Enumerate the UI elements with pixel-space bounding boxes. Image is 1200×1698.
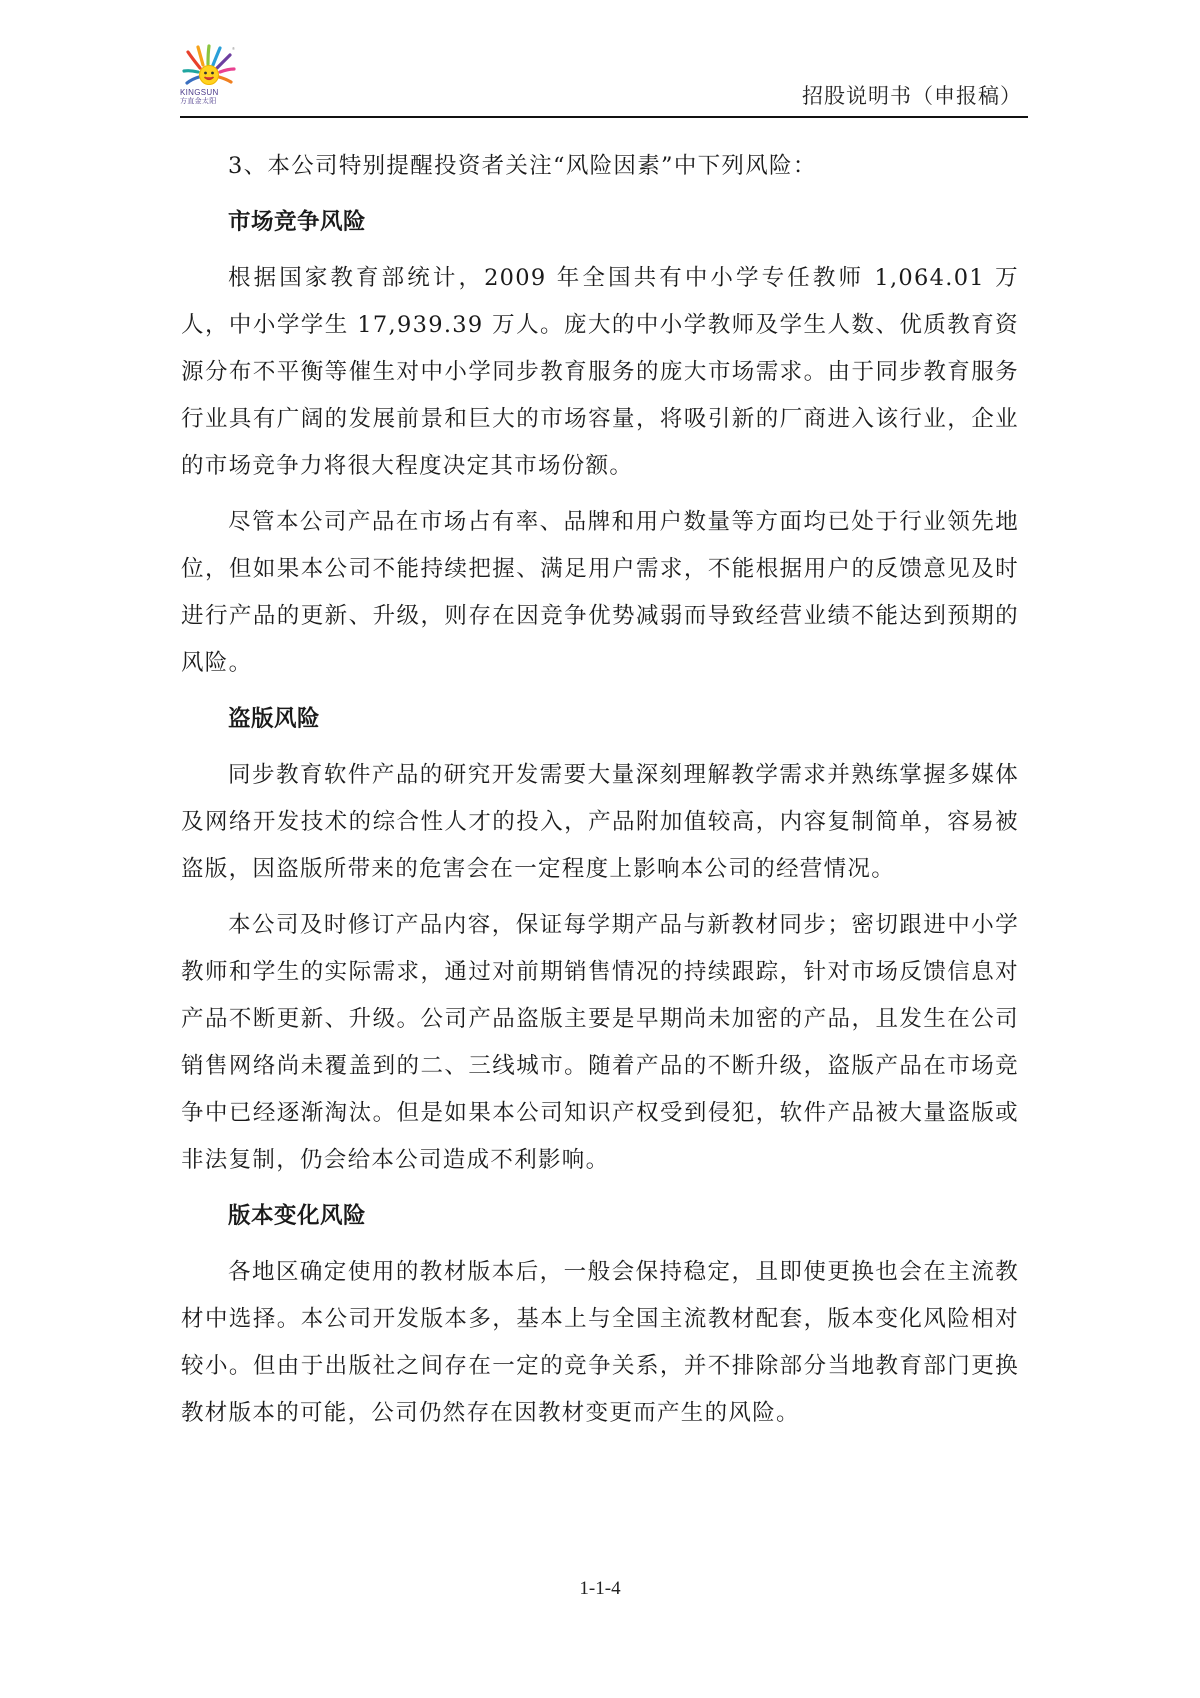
svg-text:®: ® (232, 46, 235, 51)
section-heading-version-change: 版本变化风险 (228, 1203, 367, 1229)
document-body (181, 143, 1019, 1437)
section-heading-piracy: 盗版风险 (228, 706, 321, 732)
intro-paragraph: 3、本公司特别提醒投资者关注“风险因素”中下列风险： (228, 153, 817, 179)
sun-face-icon (180, 44, 242, 88)
section-heading-market-competition: 市场竞争风险 (228, 209, 367, 235)
page-header (180, 44, 1028, 118)
page-number: 1-1-4 (579, 1578, 621, 1599)
logo-text-cn: 方直金太阳 (180, 98, 217, 105)
document-title: 招股说明书（申报稿） (802, 84, 1022, 108)
paragraph: 各地区确定使用的教材版本后，一般会保持稳定，且即使更换也会在主流教材中选择。本公司开发版本多，基本上与全国主流教材配套，版本变化风险相对较小。但由于出版社之间存在一定的竞争关系，并不排除部分当地教育部门更换教材版本的可能，公司仍然存在因教材变更而产生的风险。 (181, 1259, 1019, 1426)
paragraph: 本公司及时修订产品内容，保证每学期产品与新教材同步；密切跟进中小学教师和学生的实际需求，通过对前期销售情况的持续跟踪，针对市场反馈信息对产品不断更新、升级。公司产品盗版主要是早期尚未加密的产品，且发生在公司销售网络尚未覆盖到的二、三线城市。随着产品的不断升级，盗版产品在市场竞争中已经逐渐淘汰。但是如果本公司知识产权受到侵犯，软件产品被大量盗版或非法复制，仍会给本公司造成不利影响。 (181, 912, 1019, 1173)
paragraph: 根据国家教育部统计，2009 年全国共有中小学专任教师 1,064.01 万人，中小学学生 17,939.39 万人。庞大的中小学教师及学生人数、优质教育资源分布不平衡等催生对中小学同步教育服务的庞大市场需求。由于同步教育服务行业具有广阔的发展前景和巨大的市场容量，将吸引新的厂商进入该行业，企业的市场竞争力将很大程度决定其市场份额。 (181, 265, 1019, 479)
kingsun-logo (180, 44, 242, 112)
paragraph: 同步教育软件产品的研究开发需要大量深刻理解教学需求并熟练掌握多媒体及网络开发技术的综合性人才的投入，产品附加值较高，内容复制简单，容易被盗版，因盗版所带来的危害会在一定程度上影响本公司的经营情况。 (181, 762, 1019, 882)
logo-text-en: KINGSUN (180, 88, 219, 97)
paragraph: 尽管本公司产品在市场占有率、品牌和用户数量等方面均已处于行业领先地位，但如果本公司不能持续把握、满足用户需求，不能根据用户的反馈意见及时进行产品的更新、升级，则存在因竞争优势减弱而导致经营业绩不能达到预期的风险。 (181, 509, 1019, 676)
